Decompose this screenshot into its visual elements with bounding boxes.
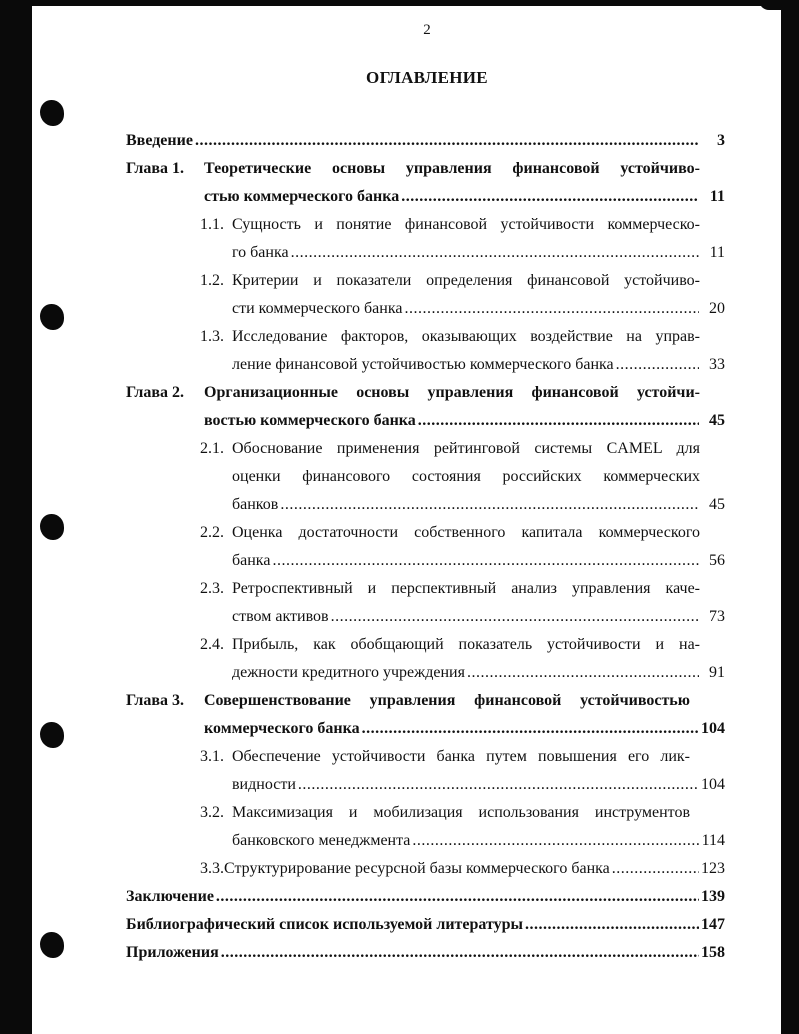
toc-chapter-2-title[interactable]: Глава 2. Организационные основы управления финансовой устойчи- <box>126 384 700 401</box>
toc-section-2-4-end[interactable]: дежности кредитного учреждения ..... 91 <box>232 661 725 685</box>
toc-entry-conclusion[interactable]: Заключение ..... 139 <box>126 885 725 909</box>
toc-section-1-1[interactable]: 1.1. Сущность и понятие финансовой устойчивости коммерческо- <box>200 216 700 233</box>
toc-entry-bibliography[interactable]: Библиографический список используемой литературы ..... 147 <box>126 913 725 937</box>
toc-chapter-3-title[interactable]: Глава 3. Совершенствование управления финансовой устойчивостью <box>126 692 690 709</box>
toc-section-1-1-end[interactable]: го банка ..... 11 <box>232 241 725 265</box>
toc-section-1-3-end[interactable]: ление финансовой устойчивостью коммерческого банка ..... 33 <box>232 353 725 377</box>
toc-section-1-2-end[interactable]: сти коммерческого банка ..... 20 <box>232 297 725 321</box>
scan-right-edge <box>781 0 799 1034</box>
toc-section-2-1-end[interactable]: банков ..... 45 <box>232 493 725 517</box>
toc-section-2-1[interactable]: 2.1. Обоснование применения рейтинговой системы CAMEL для <box>200 440 700 457</box>
toc-section-1-3[interactable]: 1.3. Исследование факторов, оказывающих воздействие на управ- <box>200 328 700 345</box>
binder-hole <box>40 304 64 330</box>
binder-hole <box>40 932 64 958</box>
toc-chapter-2-title-end[interactable]: востью коммерческого банка ..... 45 <box>204 409 725 433</box>
toc-entry-introduction[interactable]: Введение ..... 3 <box>126 129 725 153</box>
toc-section-3-2-end[interactable]: банковского менеджмента ..... 114 <box>232 829 725 853</box>
binder-hole <box>40 514 64 540</box>
toc-section-3-1-end[interactable]: видности ..... 104 <box>232 773 725 797</box>
toc-section-3-2[interactable]: 3.2. Максимизация и мобилизация использования инструментов <box>200 804 690 821</box>
toc-section-3-3[interactable]: 3.3. Структурирование ресурсной базы коммерческого банка ..... 123 <box>200 857 725 881</box>
toc-chapter-1-title[interactable]: Глава 1. Теоретические основы управления финансовой устойчиво- <box>126 160 700 177</box>
binder-hole <box>40 100 64 126</box>
toc-section-2-1-middle[interactable]: оценки финансового состояния российских коммерческих <box>232 468 700 485</box>
toc-section-2-3-end[interactable]: ством активов ..... 73 <box>232 605 725 629</box>
page-number: 2 <box>423 22 431 38</box>
toc-section-2-2-end[interactable]: банка ..... 56 <box>232 549 725 573</box>
toc-section-2-3[interactable]: 2.3. Ретроспективный и перспективный анализ управления каче- <box>200 580 700 597</box>
binder-hole <box>40 722 64 748</box>
toc-chapter-1-title-end[interactable]: стью коммерческого банка ..... 11 <box>204 185 725 209</box>
toc-section-1-2[interactable]: 1.2. Критерии и показатели определения финансовой устойчиво- <box>200 272 700 289</box>
toc-section-2-2[interactable]: 2.2. Оценка достаточности собственного капитала коммерческого <box>200 524 700 541</box>
toc-section-3-1[interactable]: 3.1. Обеспечение устойчивости банка путем повышения его лик- <box>200 748 690 765</box>
toc-entry-appendix[interactable]: Приложения ..... 158 <box>126 941 725 965</box>
toc-section-2-4[interactable]: 2.4. Прибыль, как обобщающий показатель устойчивости и на- <box>200 636 700 653</box>
scan-corner-mark <box>759 0 781 10</box>
scan-left-edge <box>0 0 32 1034</box>
scan-top-edge <box>0 0 799 6</box>
toc-chapter-3-title-end[interactable]: коммерческого банка ..... 104 <box>204 717 725 741</box>
page-title: ОГЛАВЛЕНИЕ <box>366 68 488 87</box>
